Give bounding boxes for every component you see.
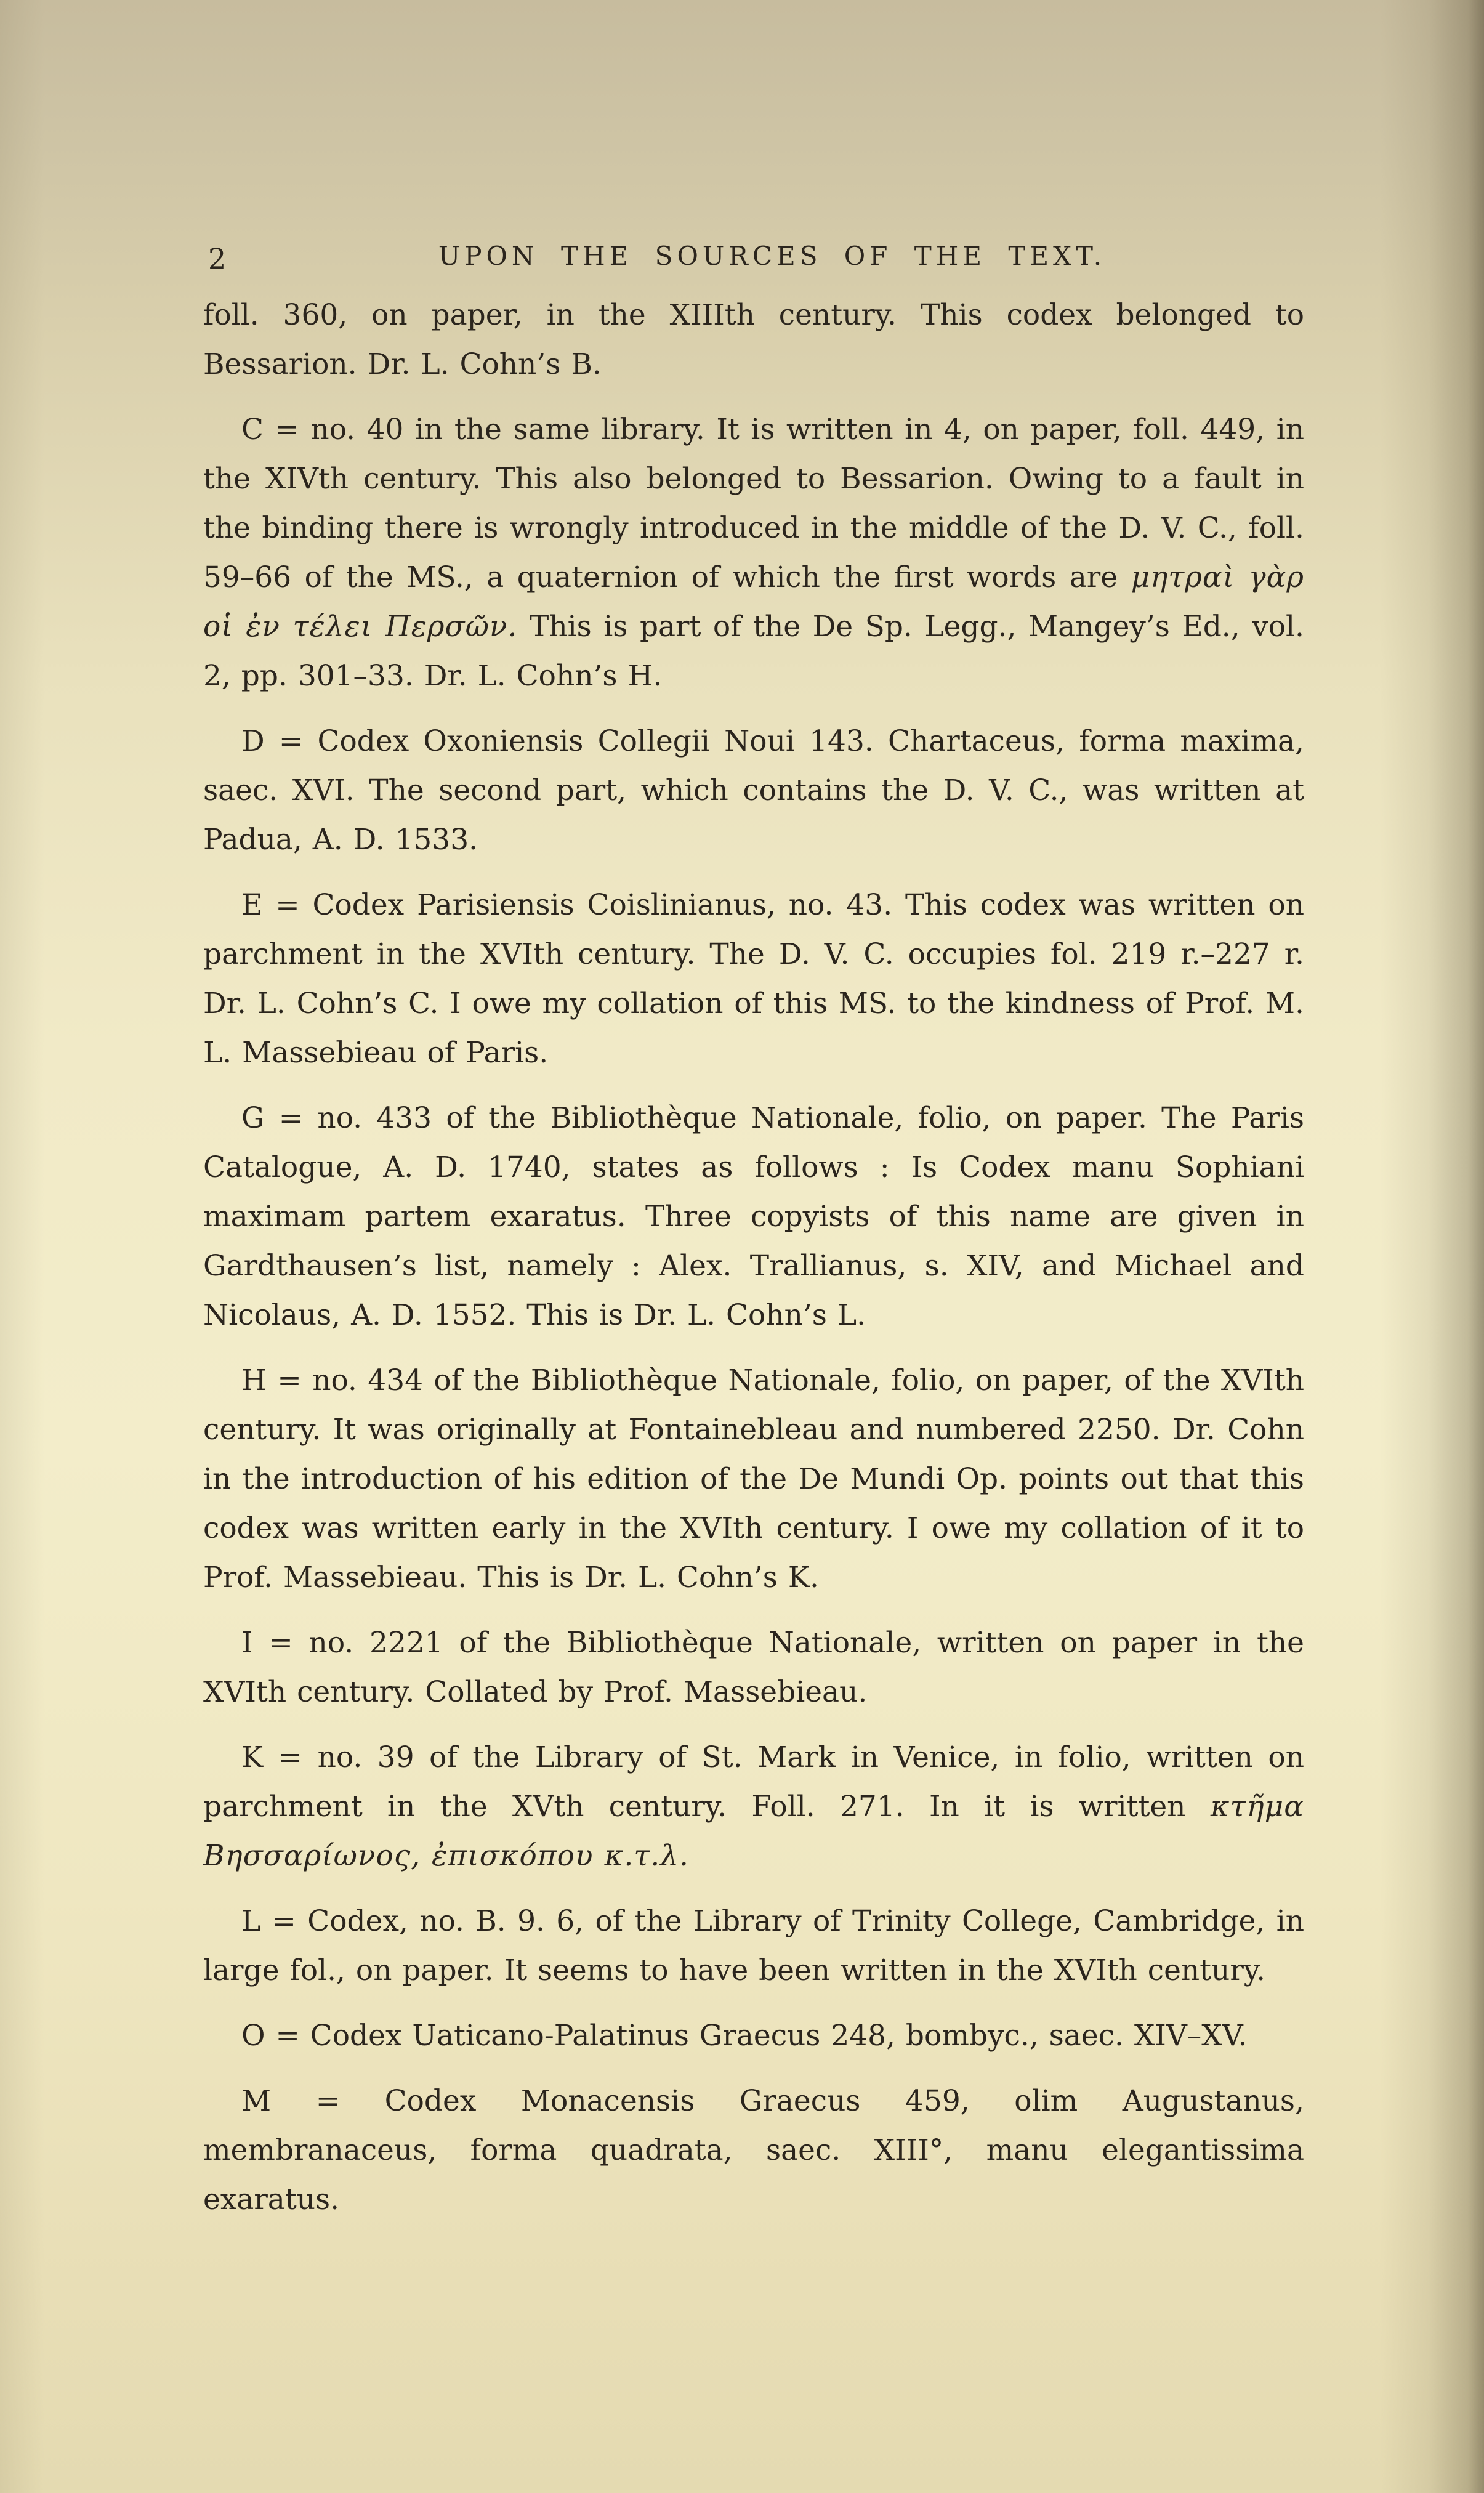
paragraph-codex-b-continuation: foll. 360, on paper, in the XIIIth century. This codex belonged to Bessarion. Dr. L. Cohn’s B. <box>203 298 1304 381</box>
paragraph-codex-e: E = Codex Parisiensis Coislinianus, no. 43. This codex was written on parchment in the XVIth century. The D. V. C. occupies fol. 219 r.–227 r. Dr. L. Cohn’s C. I owe my collation of this MS. to the kindness of Prof. M. L. Massebieau of Paris. <box>203 888 1304 1070</box>
paragraph-codex-c-text-after: This is part of the De Sp. Legg., Mangey’s Ed., vol. 2, pp. 301–33. Dr. L. Cohn’s H. <box>203 610 1304 693</box>
paragraph-codex-h: H = no. 434 of the Bibliothèque Nationale, folio, on paper, of the XVIth century. It was originally at Fontainebleau and numbered 2250. Dr. Cohn in the introduction of his edition of the De Mundi Op. points out that this codex was written early in the XVIth century. I owe my collation of it to Prof. Massebieau. This is Dr. L. Cohn’s K. <box>203 1364 1304 1594</box>
greek-phrase-bessarion: κτῆμα Βησσαρίωνος, ἐπισκόπου κ.τ.λ. <box>203 1790 1304 1873</box>
paragraph-codex-i: I = no. 2221 of the Bibliothèque Nationale, written on paper in the XVIth century. Collated by Prof. Massebieau. <box>203 1626 1304 1709</box>
greek-phrase-quaternion: μητραὶ γὰρ οἱ ἐν τέλει Περσῶν. <box>203 560 1305 644</box>
paragraph-codex-c <box>203 405 1304 701</box>
paragraph-codex-c-text: C = no. 40 in the same library. It is written in 4, on paper, foll. 449, in the XIVth century. This also belonged to Bessarion. Owing to a fault in the binding there is wrongly introduced in the middle of the D. V. C., foll. 59–66 of the MS., a quaternion of which the first words are <box>203 413 1304 594</box>
text-block <box>203 239 1304 2224</box>
running-title: UPON THE SOURCES OF THE TEXT. <box>438 241 1107 271</box>
page-number: 2 <box>208 242 227 275</box>
paragraph-codex-k <box>203 1733 1304 1881</box>
page-body <box>203 291 1304 2224</box>
page-header <box>203 239 1304 277</box>
paragraph-codex-o: O = Codex Uaticano-Palatinus Graecus 248, bombyc., saec. XIV–XV. <box>241 2019 1248 2053</box>
paragraph-codex-g: G = no. 433 of the Bibliothèque Nationale, folio, on paper. The Paris Catalogue, A. D. 1740, states as follows : Is Codex manu Sophiani maximam partem exaratus. Three copyists of this name are given in Gardthausen’s list, namely : Alex. Trallianus, s. XIV, and Michael and Nicolaus, A. D. 1552. This is Dr. L. Cohn’s L. <box>203 1101 1304 1332</box>
paragraph-codex-k-text: K = no. 39 of the Library of St. Mark in Venice, in folio, written on parchment in the XVth century. Foll. 271. In it is written <box>203 1740 1304 1824</box>
paragraph-codex-m: M = Codex Monacensis Graecus 459, olim Augustanus, membranaceus, forma quadrata, saec. XIII°, manu elegantissima exaratus. <box>203 2084 1304 2216</box>
paragraph-codex-d: D = Codex Oxoniensis Collegii Noui 143. Chartaceus, forma maxima, saec. XVI. The second part, which contains the D. V. C., was written at Padua, A. D. 1533. <box>203 724 1304 857</box>
paragraph-codex-l: L = Codex, no. B. 9. 6, of the Library of Trinity College, Cambridge, in large fol., on paper. It seems to have been written in the XVIth century. <box>203 1904 1304 1987</box>
